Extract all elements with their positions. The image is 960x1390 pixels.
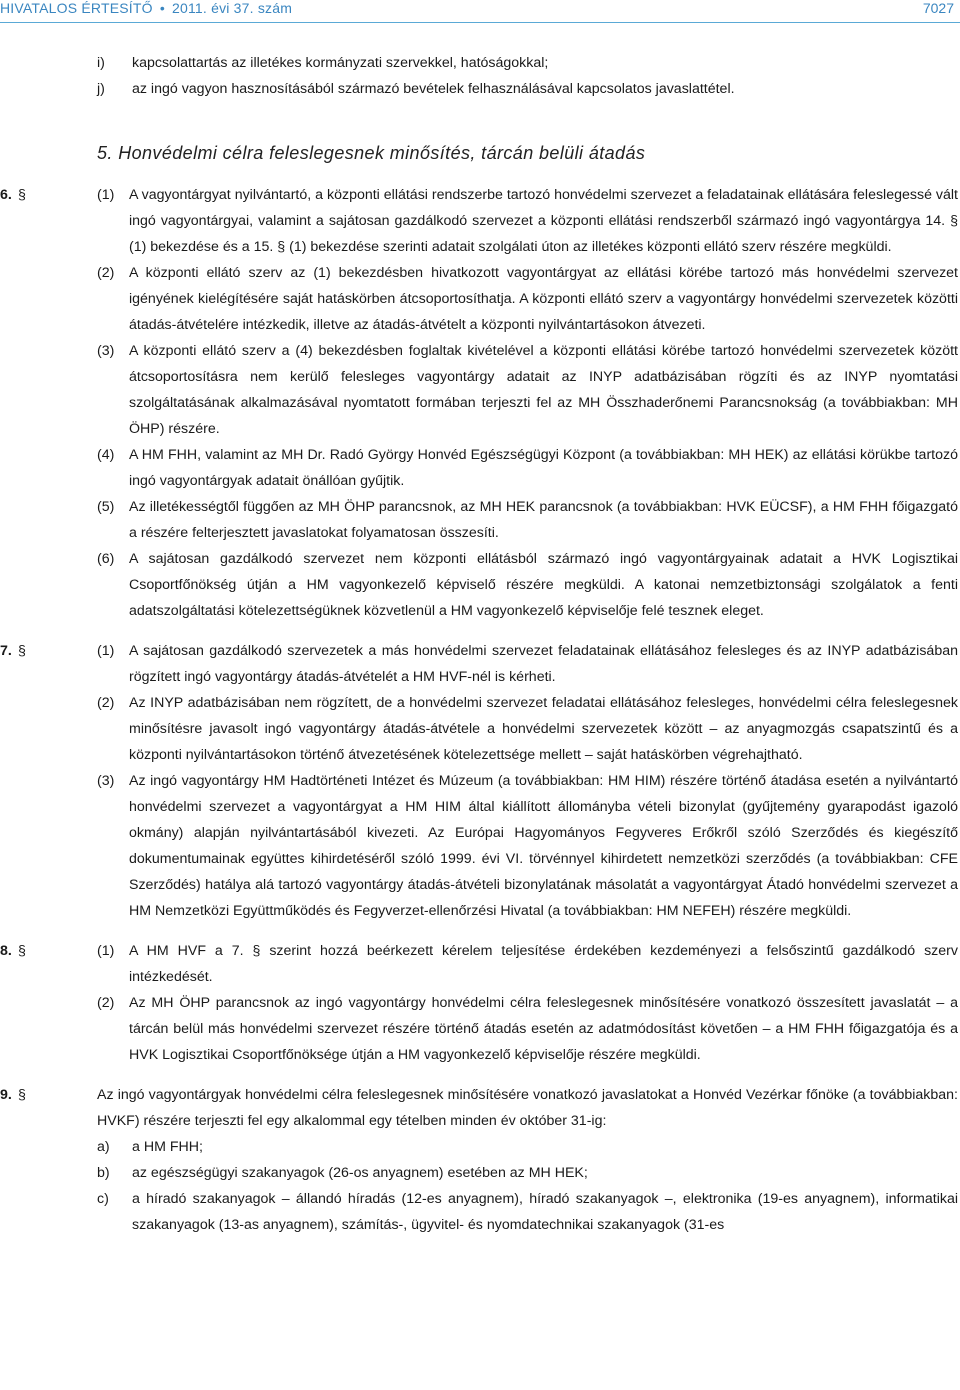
list-item bbox=[0, 76, 958, 102]
subsection-text: Az INYP adatbázisában nem rögzített, de a honvédelmi szervezet feladatai ellátásához felesleges, honvédelmi célra feleslegesnek minősítésre javasolt ingó vagyontárgy átadás-átvétele a honvédelmi szervezetek között – az anyagmozgás csapatszintű és a központi nyilvántartásokon történő átvezetésének kötelezettsége mellett – saját hatáskörben végrehajtható. bbox=[129, 695, 958, 763]
section-symbol: § bbox=[18, 943, 26, 959]
header-separator: • bbox=[159, 0, 165, 16]
subsection-text: Az illetékességtől függően az MH ÖHP parancsnok, az MH HEK parancsnok (a továbbiakban: HVK EÜCSF), a HM FHH főigazgató a részére felterjesztett javaslatokat folyamatosan összesíti. bbox=[129, 499, 958, 541]
subsection bbox=[97, 546, 958, 624]
paragraph-number: 7. bbox=[0, 643, 12, 659]
subsection-label: (1) bbox=[97, 643, 115, 659]
subsection-label: (3) bbox=[97, 773, 115, 789]
list-item-text: kapcsolattartás az illetékes kormányzati szervekkel, hatóságokkal; bbox=[132, 55, 549, 71]
list-item-text: az egészségügyi szakanyagok (26-os anyagnem) esetében az MH HEK; bbox=[132, 1165, 588, 1181]
paragraph-9 bbox=[0, 1082, 958, 1238]
header-publication-line bbox=[0, 0, 292, 16]
section-title: 5. Honvédelmi célra feleslegesnek minősítés, tárcán belüli átadás bbox=[97, 143, 646, 163]
subsection-text: A HM HVF a 7. § szerint hozzá beérkezett kérelem teljesítése érdekében kezdeményezi a felsőszintű gazdálkodó szerv intézkedését. bbox=[129, 943, 958, 985]
section-symbol: § bbox=[18, 1087, 26, 1103]
document-body bbox=[0, 50, 958, 1238]
paragraph-number: 8. bbox=[0, 943, 12, 959]
subsection bbox=[97, 338, 958, 442]
subsection-text: Az ingó vagyontárgy HM Hadtörténeti Intézet és Múzeum (a továbbiakban: HM HIM) részére történő átadása esetén a nyilvántartó honvédelmi szervezet a vagyontárgyat a HM HIM által kiállított állományba vételi bizonylat (gyűjtemény gyarapodást igazoló okmány) alapján nyilvántartásából kivezeti. Az Európai Hagyományos Fegyveres Erőkről szóló Szerződés és kiegészítő dokumentumainak együttes kihirdetéséről szóló 1999. évi VI. törvénnyel kihirdetett nemzetközi szerződés (a továbbiakban: CFE Szerződés) hatálya alá tartozó vagyontárgy átadás-átvételi bizonylatának másolatát a vagyontárgyat Átadó honvédelmi szervezet a HM Nemzetközi Együttműködés és Fegyverzet-ellenőrzési Hivatal (a továbbiakban: HM NEFEH) részére megküldi. bbox=[129, 773, 958, 919]
subsection bbox=[97, 442, 958, 494]
paragraph-7 bbox=[0, 638, 958, 924]
list-item-label: i) bbox=[97, 55, 105, 71]
subsection bbox=[97, 990, 958, 1068]
subsection bbox=[97, 182, 958, 260]
paragraph-8 bbox=[0, 938, 958, 1068]
subsection bbox=[97, 768, 958, 924]
paragraph-intro bbox=[97, 1082, 958, 1134]
subsection-text: A központi ellátó szerv a (4) bekezdésben foglaltak kivételével a központi ellátási körébe tartozó honvédelmi szervezetek között átcsoportosításra nem kerülő felesleges vagyontárgy adatait az INYP adatbázisában rögzíti és az INYP nyomtatási szolgáltatásának alkalmazásával nyomtatott formában terjeszti fel az MH Összhaderőnemi Parancsnokság (a továbbiakban: MH ÖHP) részére. bbox=[129, 343, 958, 437]
list-item bbox=[97, 1186, 958, 1238]
list-item-label: a) bbox=[97, 1139, 110, 1155]
list-item bbox=[97, 1160, 958, 1186]
subsection-label: (6) bbox=[97, 551, 115, 567]
subsection-label: (5) bbox=[97, 499, 115, 515]
list-item-text: a híradó szakanyagok – állandó híradás (12-es anyagnem), híradó szakanyagok –, elektronika (19-es anyagnem), informatikai szakanyagok (13-as anyagnem), számítás-, ügyvitel- és nyomdatechnikai szakanyagok (31-es bbox=[132, 1191, 958, 1233]
paragraph-number: 6. bbox=[0, 187, 12, 203]
subsection bbox=[97, 260, 958, 338]
subsection-label: (2) bbox=[97, 265, 115, 281]
list-item-text: a HM FHH; bbox=[132, 1139, 203, 1155]
subsection-text: A sajátosan gazdálkodó szervezetek a más honvédelmi szervezet feladatainak ellátásához felesleges és az INYP adatbázisában rögzített ingó vagyontárgy átadás-átvételét a HM HVF-nél is kérheti. bbox=[129, 643, 958, 685]
subsection-label: (1) bbox=[97, 187, 115, 203]
subsection-text: A sajátosan gazdálkodó szervezet nem központi ellátásból származó ingó vagyontárgyainak adatait a HVK Logisztikai Csoportfőnökség útján a HM vagyonkezelő képviselő részére megküldi. A katonai nemzetbiztonsági szolgálatok a fenti adatszolgáltatási kötelezettségüknek közvetlenül a HM vagyonkezelő képviselője felé tesznek eleget. bbox=[129, 551, 958, 619]
section-symbol: § bbox=[18, 643, 26, 659]
list-item bbox=[97, 1134, 958, 1160]
issue-label: 2011. évi 37. szám bbox=[172, 0, 293, 16]
subsection-label: (2) bbox=[97, 695, 115, 711]
subsection bbox=[97, 938, 958, 990]
subsection bbox=[97, 690, 958, 768]
subsection bbox=[97, 638, 958, 690]
list-item-label: c) bbox=[97, 1191, 109, 1207]
subsection-label: (4) bbox=[97, 447, 115, 463]
page-number: 7027 bbox=[922, 0, 954, 16]
subsection-label: (1) bbox=[97, 943, 115, 959]
list-item bbox=[0, 50, 958, 76]
page-header bbox=[0, 0, 960, 23]
subsection-text: A HM FHH, valamint az MH Dr. Radó György Honvéd Egészségügyi Központ (a továbbiakban: MH HEK) az ellátási körükbe tartozó ingó vagyontárgyak adatait önállóan gyűjtik. bbox=[129, 447, 958, 489]
subsection-text: Az MH ÖHP parancsnok az ingó vagyontárgy honvédelmi célra feleslegesnek minősítésére vonatkozó összesített javaslatát – a tárcán belül más honvédelmi szervezet részére történő átadás esetén az adatmódosítást követően – a HM FHH főigazgatója és a HVK Logisztikai Csoportfőnöksége útján a HM vagyonkezelő képviselője részére megküldi. bbox=[129, 995, 958, 1063]
subsection-label: (2) bbox=[97, 995, 115, 1011]
subsection-text: A vagyontárgyat nyilvántartó, a központi ellátási rendszerbe tartozó honvédelmi szervezet a feladatainak ellátására feleslegessé vált ingó vagyontárgyai, valamint a sajátosan gazdálkodó szervezet a központi ellátási rendszerből származó ingó vagyontárgya 14. § (1) bekezdése és a 15. § (1) bekezdése szerinti adatait szolgálati úton az illetékes központi ellátó szerv részére megküldi. bbox=[129, 187, 958, 255]
subsection-label: (3) bbox=[97, 343, 115, 359]
list-item-label: j) bbox=[97, 81, 105, 97]
paragraph-6 bbox=[0, 182, 958, 624]
publication-title: HIVATALOS ÉRTESÍTŐ bbox=[0, 0, 153, 16]
section-symbol: § bbox=[18, 187, 26, 203]
list-item-text: az ingó vagyon hasznosításából származó bevételek felhasználásával kapcsolatos javaslattétel. bbox=[132, 81, 735, 97]
paragraph-intro-text: Az ingó vagyontárgyak honvédelmi célra feleslegesnek minősítésére vonatkozó javaslatokat a Honvéd Vezérkar főnöke (a továbbiakban: HVKF) részére terjeszti fel egy alkalommal egy tételben minden év október 31-ig: bbox=[97, 1087, 958, 1129]
list-item-label: b) bbox=[97, 1165, 110, 1181]
subsection-text: A központi ellátó szerv az (1) bekezdésben hivatkozott vagyontárgyat az ellátási körébe tartozó más honvédelmi szervezet igényének kielégítésére saját hatáskörben átcsoportosíthatja. A központi ellátó szerv a vagyontárgy honvédelmi szervezetek közötti átadás-átvételére intézkedik, illetve az átadás-átvételt a központi nyilvántartásokon átvezeti. bbox=[129, 265, 958, 333]
subsection bbox=[97, 494, 958, 546]
paragraph-number: 9. bbox=[0, 1087, 12, 1103]
